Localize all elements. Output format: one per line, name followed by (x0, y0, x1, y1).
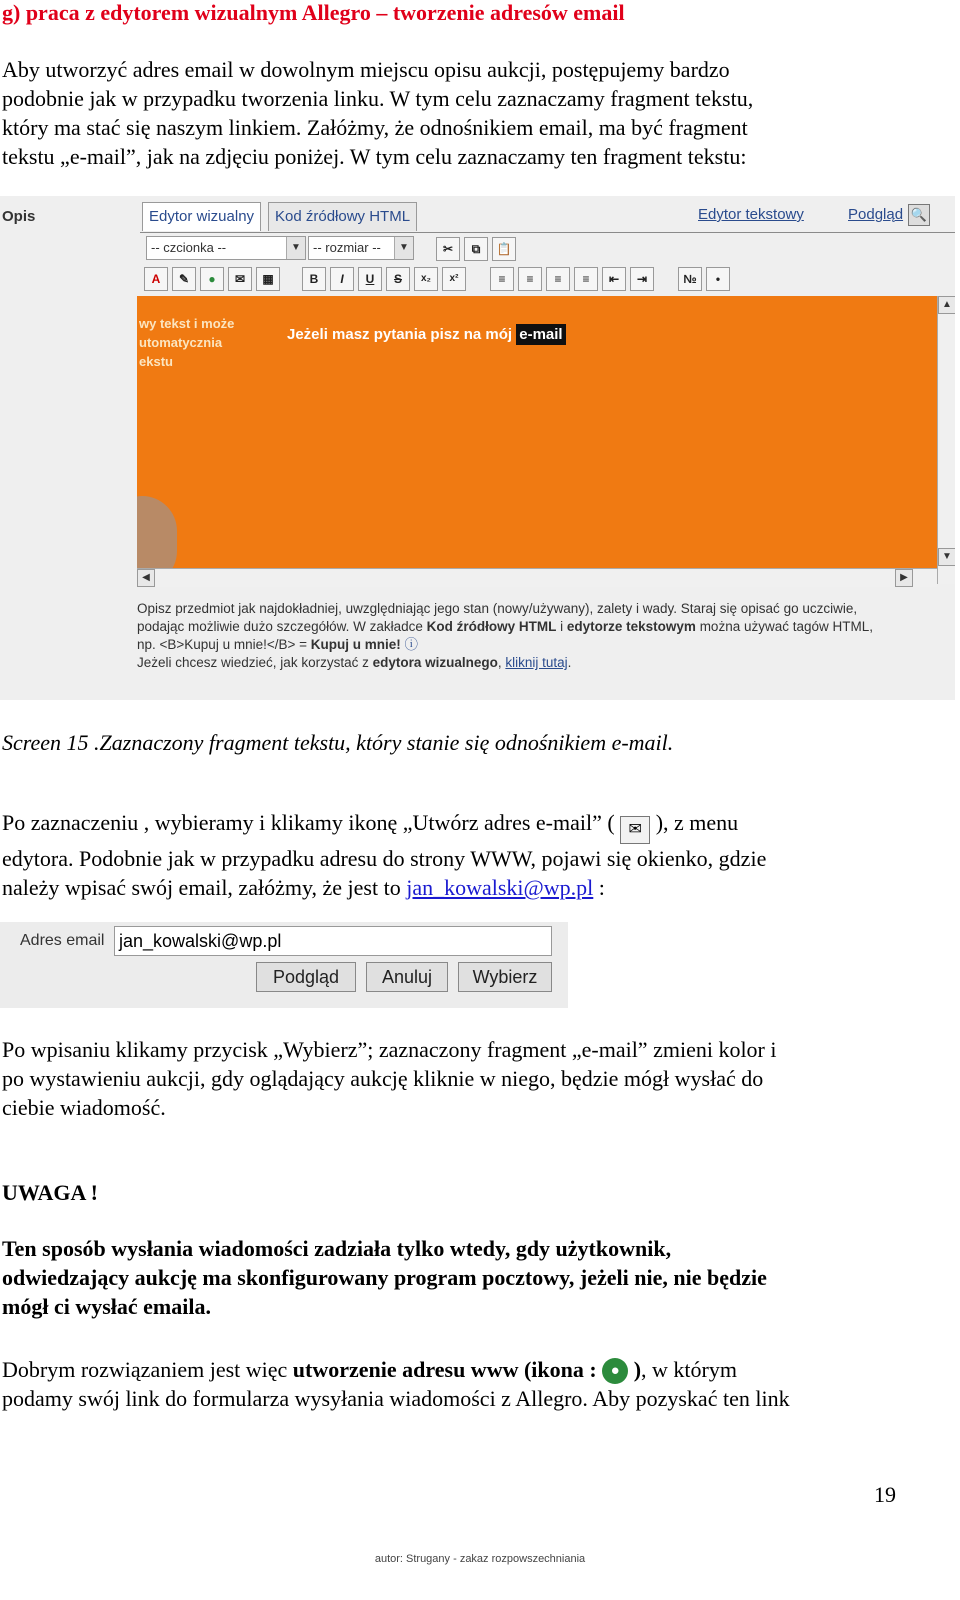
table-icon[interactable]: ▦ (256, 267, 280, 291)
opis-label: Opis (2, 208, 36, 225)
tab-text-editor[interactable]: Edytor tekstowy (698, 206, 804, 223)
editor-screenshot (0, 196, 955, 700)
email-icon[interactable]: ✉ (228, 267, 252, 291)
click-here-link[interactable]: kliknij tutaj (505, 655, 568, 670)
outdent-icon[interactable]: ⇤ (602, 267, 626, 291)
horizontal-scrollbar[interactable] (137, 568, 937, 587)
email-icon: ✉ (620, 816, 650, 844)
footer-note: autor: Strugany - zakaz rozpowszechniania (374, 1553, 586, 1565)
tab-html-source[interactable]: Kod źródłowy HTML (268, 202, 417, 231)
scroll-down-icon[interactable]: ▼ (938, 548, 955, 566)
subscript-icon[interactable]: x₂ (414, 267, 438, 291)
paragraph-4: Dobrym rozwiązaniem jest więc utworzenie adresu www (ikona : ● ), w którym podamy swój link do formularza wysyłania wiadomości z Allegro. Aby pozyskać ten link (2, 1357, 790, 1411)
choose-button[interactable]: Wybierz (458, 962, 552, 992)
align-center-icon[interactable]: ≡ (518, 267, 542, 291)
info-icon[interactable]: ⓘ (404, 637, 419, 652)
bold-icon[interactable]: B (302, 267, 326, 291)
underline-icon[interactable]: U (358, 267, 382, 291)
scroll-right-icon[interactable]: ▶ (895, 569, 913, 587)
font-color-icon[interactable]: A (144, 267, 168, 291)
paragraph-2: Po zaznaczeniu , wybieramy i klikamy ikonę „Utwórz adres e-mail” ( ✉ ), z menu edytora. Podobnie jak w przypadku adresu do strony WWW, pojawi się okienko, gdzie należy wpisać swój email, załóżmy, że jest to jan_kowalski@wp.pl : (2, 810, 767, 900)
scroll-left-icon[interactable]: ◀ (137, 569, 155, 587)
editor-content-area[interactable] (137, 296, 937, 568)
superscript-icon[interactable]: x² (442, 267, 466, 291)
cut-icon[interactable]: ✂ (436, 237, 460, 261)
intro-line: Aby utworzyć adres email w dowolnym miejscu opisu aukcji, postępujemy bardzo (2, 57, 730, 82)
section-heading: g) praca z edytorem wizualnym Allegro – tworzenie adresów email (2, 0, 625, 25)
intro-line: tekstu „e-mail”, jak na zdjęciu poniżej. W tym celu zaznaczamy ten fragment tekstu: (2, 144, 747, 169)
link-globe-icon[interactable]: ● (200, 267, 224, 291)
editor-help-text: Opisz przedmiot jak najdokładniej, uwzględniając jego stan (nowy/używany), zalety i wady. Staraj się opisać go uczciwie, podając możliwie dużo szczegółów. W zakładce Kod źródłowy HTML i edytorze tekstowym można używać tagów HTML, np. <B>Kupuj u mnie!</B> = Kupuj u mnie! ⓘ Jeżeli chcesz wiedzieć, jak korzystać z edytora wizualnego, kliknij tutaj. (137, 601, 873, 670)
justify-icon[interactable]: ≡ (574, 267, 598, 291)
chevron-down-icon: ▼ (286, 237, 305, 259)
align-left-icon[interactable]: ≡ (490, 267, 514, 291)
globe-link-icon: ● (602, 1358, 628, 1384)
intro-paragraph (2, 55, 952, 171)
intro-line: podobnie jak w przypadku tworzenia linku. W tym celu zaznaczamy fragment tekstu, (2, 86, 754, 111)
tab-visual-editor[interactable]: Edytor wizualny (142, 202, 261, 231)
intro-line: który ma stać się naszym linkiem. Załóżmy, że odnośnikiem email, ma być fragment (2, 115, 748, 140)
email-label: Adres email (20, 932, 105, 949)
strikethrough-icon[interactable]: S (386, 267, 410, 291)
warning-title: UWAGA ! (2, 1180, 98, 1205)
paragraph-3: Po wpisaniu klikamy przycisk „Wybierz”; zaznaczony fragment „e-mail” zmieni kolor i po wystawieniu aukcji, gdy oglądający aukcję kliknie w niego, będzie mógł wysłać do ciebie wiadomość. (2, 1037, 777, 1120)
highlight-icon[interactable]: ✎ (172, 267, 196, 291)
email-field[interactable]: jan_kowalski@wp.pl (114, 926, 552, 956)
magnifier-icon[interactable]: 🔍 (908, 204, 930, 226)
italic-icon[interactable]: I (330, 267, 354, 291)
paste-icon[interactable]: 📋 (492, 237, 516, 261)
warning-text: Ten sposób wysłania wiadomości zadziała tylko wtedy, gdy użytkownik, odwiedzający aukcję ma skonfigurowany program pocztowy, jeżeli nie, nie będzie mógł ci wysłać emaila. (2, 1236, 767, 1319)
preview-button[interactable]: Podgląd (256, 962, 356, 992)
bullet-list-icon[interactable]: • (706, 267, 730, 291)
figure-caption: Screen 15 .Zaznaczony fragment tekstu, który stanie się odnośnikiem e-mail. (2, 730, 674, 755)
toolbar-row-1 (140, 234, 955, 264)
editor-tabbar (140, 196, 955, 233)
selected-text[interactable]: e-mail (516, 324, 565, 345)
numbered-list-icon[interactable]: № (678, 267, 702, 291)
page-number: 19 (874, 1482, 896, 1507)
font-select[interactable]: -- czcionka -- ▼ (146, 236, 306, 260)
email-link[interactable]: jan_kowalski@wp.pl (406, 875, 594, 900)
scroll-up-icon[interactable]: ▲ (938, 296, 955, 314)
align-right-icon[interactable]: ≡ (546, 267, 570, 291)
editor-left-text: wy tekst i może utomatycznia ekstu (139, 316, 235, 369)
email-dialog-screenshot (0, 922, 568, 1008)
toolbar-row-2 (140, 264, 955, 294)
size-select[interactable]: -- rozmiar -- ▼ (308, 236, 414, 260)
chevron-down-icon: ▼ (394, 237, 413, 259)
tab-preview[interactable]: Podgląd (848, 206, 904, 223)
copy-icon[interactable]: ⧉ (464, 237, 488, 261)
editor-message: Jeżeli masz pytania pisz na mój e-mail (287, 326, 566, 343)
vertical-scrollbar[interactable] (937, 296, 955, 584)
bear-image (137, 496, 177, 568)
cancel-button[interactable]: Anuluj (366, 962, 448, 992)
indent-icon[interactable]: ⇥ (630, 267, 654, 291)
